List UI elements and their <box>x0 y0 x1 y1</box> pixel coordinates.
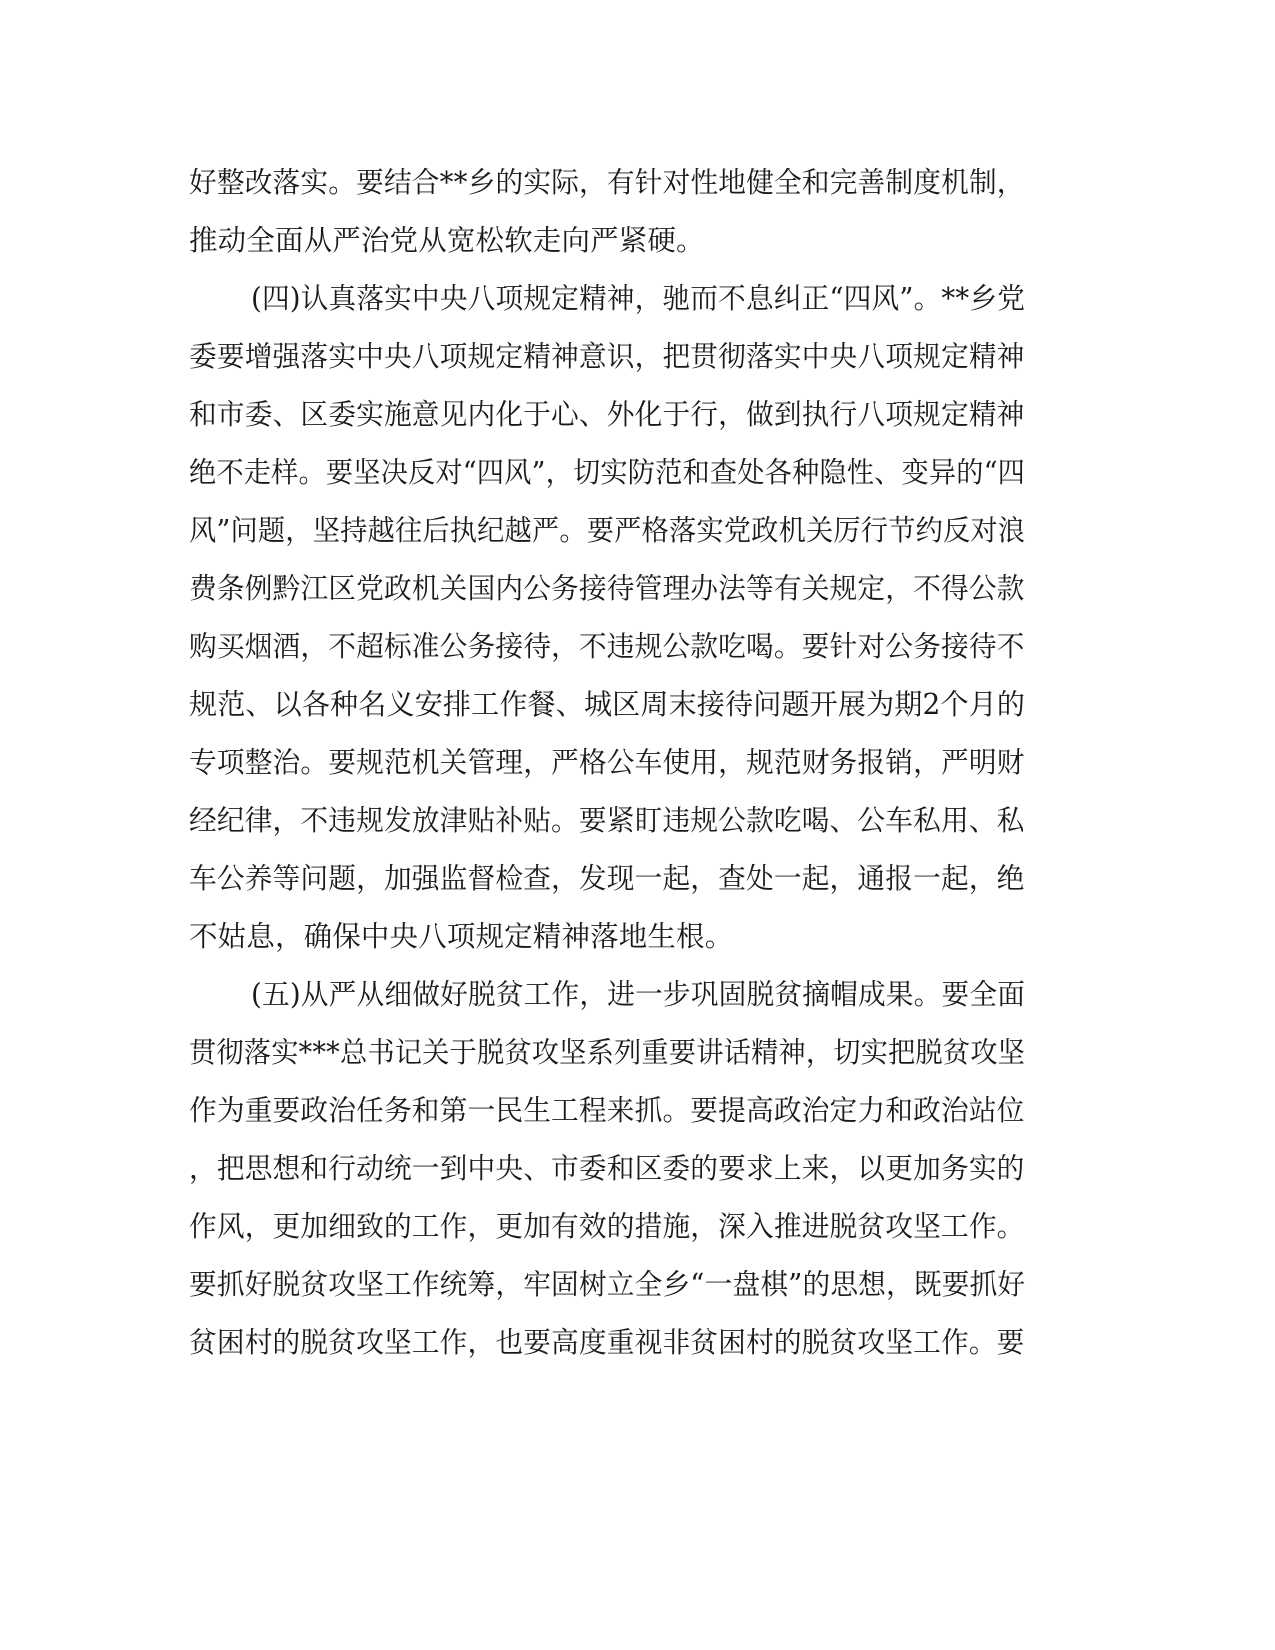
text-line: 委要增强落实中央八项规定精神意识，把贯彻落实中央八项规定精神 <box>189 340 1025 373</box>
text-line: 费条例黔江区党政机关国内公务接待管理办法等有关规定，不得公款 <box>189 572 1025 605</box>
text-line: 经纪律，不违规发放津贴补贴。要紧盯违规公款吃喝、公车私用、私 <box>189 804 1025 837</box>
text-line: 车公养等问题，加强监督检查，发现一起，查处一起，通报一起，绝 <box>189 862 1025 895</box>
text-line: 推动全面从严治党从宽松软走向严紧硬。 <box>189 224 705 257</box>
text-line: 贯彻落实***总书记关于脱贫攻坚系列重要讲话精神，切实把脱贫攻坚 <box>189 1036 1026 1069</box>
text-line: 要抓好脱贫攻坚工作统筹，牢固树立全乡“一盘棋”的思想，既要抓好 <box>189 1268 1026 1301</box>
text-line: 和市委、区委实施意见内化于心、外化于行，做到执行八项规定精神 <box>189 398 1025 431</box>
text-line: 好整改落实。要结合**乡的实际，有针对性地健全和完善制度机制， <box>189 166 1025 199</box>
text-line: 绝不走样。要坚决反对“四风”，切实防范和查处各种隐性、变异的“四 <box>189 456 1026 489</box>
text-line: 专项整治。要规范机关管理，严格公车使用，规范财务报销，严明财 <box>189 746 1025 779</box>
text-line: ，把思想和行动统一到中央、市委和区委的要求上来，以更加务实的 <box>189 1152 1025 1185</box>
text-line: 作风，更加细致的工作，更加有效的措施，深入推进脱贫攻坚工作。 <box>189 1210 1025 1243</box>
text-line: 规范、以各种名义安排工作餐、城区周末接待问题开展为期2个月的 <box>189 688 1026 721</box>
section-heading-line: (五)从严从细做好脱贫工作，进一步巩固脱贫摘帽成果。要全面 <box>251 978 1026 1011</box>
text-line: 购买烟酒，不超标准公务接待，不违规公款吃喝。要针对公务接待不 <box>189 630 1025 663</box>
text-line: 不姑息，确保中央八项规定精神落地生根。 <box>189 920 734 953</box>
section-heading-line: (四)认真落实中央八项规定精神，驰而不息纠正“四风”。**乡党 <box>251 282 1026 315</box>
text-line: 贫困村的脱贫攻坚工作，也要高度重视非贫困村的脱贫攻坚工作。要 <box>189 1326 1025 1359</box>
text-line: 风”问题，坚持越往后执纪越严。要严格落实党政机关厉行节约反对浪 <box>189 514 1026 547</box>
text-line: 作为重要政治任务和第一民生工程来抓。要提高政治定力和政治站位 <box>189 1094 1025 1127</box>
